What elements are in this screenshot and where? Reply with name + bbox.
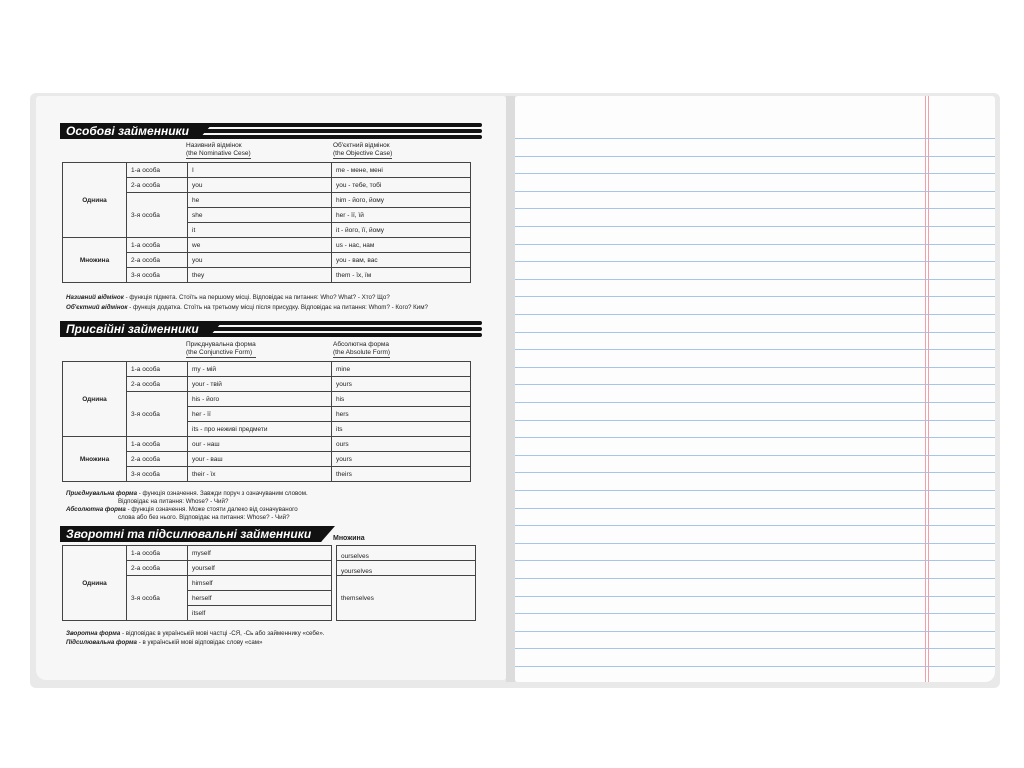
ruled-line bbox=[515, 138, 995, 139]
ruled-line bbox=[515, 508, 995, 509]
ruled-line bbox=[515, 437, 995, 438]
section-title: Зворотні та підсилювальні займенники bbox=[60, 526, 321, 542]
ruled-line bbox=[515, 455, 995, 456]
table-row: 3-я особа he him - його, йому bbox=[63, 193, 471, 208]
table-row: 3-я особа himself themselves bbox=[63, 576, 476, 591]
ruled-line bbox=[515, 296, 995, 297]
ruled-line bbox=[515, 191, 995, 192]
possessive-pronouns-table bbox=[62, 361, 471, 482]
table-row: 2-а особа yourself yourselves bbox=[63, 561, 476, 576]
table-row: 2-а особа you you - вам, вас bbox=[63, 253, 471, 268]
ruled-line bbox=[515, 349, 995, 350]
ruled-line bbox=[515, 332, 995, 333]
ruled-line bbox=[515, 613, 995, 614]
ruled-line bbox=[515, 384, 995, 385]
section-title: Особові займенники bbox=[60, 123, 199, 139]
column-header-absolute: Абсолютна форма (the Absolute Form) bbox=[333, 341, 391, 356]
table-row: 2-а особа your - твій yours bbox=[63, 377, 471, 392]
section-title: Присвійні займенники bbox=[60, 321, 209, 337]
ruled-line bbox=[515, 525, 995, 526]
ruled-line bbox=[515, 648, 995, 649]
table-row: it it - його, її, йому bbox=[63, 223, 471, 238]
note-absolute-cont: слова або без нього. Відповідає на питання: Whose? - Чий? bbox=[118, 514, 290, 521]
column-header-objective: Об'єктний відмінок (the Objective Case) bbox=[333, 142, 393, 157]
table-row: Однина 1-а особа I me - мене, мені bbox=[63, 163, 471, 178]
ruled-line bbox=[515, 666, 995, 667]
note-reflexive: Зворотна форма - відповідає в українській мові частці -СЯ, -Сь або займеннику «себе». bbox=[66, 630, 325, 637]
margin-line-2 bbox=[928, 96, 929, 682]
table-row: 3-я особа his - його his bbox=[63, 392, 471, 407]
ruled-line bbox=[515, 208, 995, 209]
table-row: itself bbox=[63, 606, 476, 621]
ruled-line bbox=[515, 596, 995, 597]
table-row: Множина 1-а особа we us - нас, нам bbox=[63, 238, 471, 253]
note-emphatic: Підсилювальна форма - в українській мові відповідає слову «сам» bbox=[66, 639, 263, 646]
note-conjunctive: Приєднувальна форма - функція означення. Завжди поруч з означуваним словом. bbox=[66, 490, 308, 497]
column-header-conjunctive: Приєднувальна форма (the Conjunctive Form) bbox=[186, 341, 256, 356]
ruled-line bbox=[515, 472, 995, 473]
table-row: its - про неживі предмети its bbox=[63, 422, 471, 437]
table-row: 3-я особа their - їх theirs bbox=[63, 467, 471, 482]
ruled-line bbox=[515, 314, 995, 315]
ruled-line bbox=[515, 490, 995, 491]
section-header-possessive bbox=[60, 321, 482, 337]
ruled-line bbox=[515, 420, 995, 421]
column-header-nominative: Називний відмінок (the Nominative Cese) bbox=[186, 142, 251, 157]
table-row: she her - її, їй bbox=[63, 208, 471, 223]
table-row: Множина 1-а особа our - наш ours bbox=[63, 437, 471, 452]
section-header-personal bbox=[60, 123, 482, 139]
ruled-line bbox=[515, 226, 995, 227]
table-row: Однина 1-а особа my - мій mine bbox=[63, 362, 471, 377]
notebook-gutter bbox=[506, 96, 515, 682]
note-objective: Об'єктний відмінок - функція додатка. Стоїть на третьому місці після присудку. Відповідає на питання: Whom? - Кого? Ким? bbox=[66, 304, 428, 311]
table-row: Однина 1-а особа myself ourselves bbox=[63, 546, 476, 561]
note-absolute: Абсолютна форма - функція означення. Може стояти далеко від означуваного bbox=[66, 506, 298, 513]
section-header-reflexive bbox=[60, 526, 322, 542]
margin-line bbox=[925, 96, 926, 682]
ruled-line bbox=[515, 578, 995, 579]
ruled-line bbox=[515, 261, 995, 262]
table-row: herself bbox=[63, 591, 476, 606]
ruled-line bbox=[515, 244, 995, 245]
ruled-line bbox=[515, 279, 995, 280]
table-row: 2-а особа you you - тебе, тобі bbox=[63, 178, 471, 193]
ruled-line bbox=[515, 560, 995, 561]
note-nominative: Називний відмінок - функція підмета. Стоїть на першому місці. Відповідає на питання: Who? What? - Хто? Що? bbox=[66, 294, 390, 301]
table-row: 2-а особа your - ваш yours bbox=[63, 452, 471, 467]
table-row: 3-я особа they them - їх, їм bbox=[63, 268, 471, 283]
personal-pronouns-table bbox=[62, 162, 471, 283]
right-page-lined bbox=[515, 96, 995, 682]
ruled-line bbox=[515, 631, 995, 632]
reflexive-pronouns-table bbox=[62, 545, 476, 621]
column-header-plural: Множина bbox=[333, 535, 365, 542]
ruled-line bbox=[515, 173, 995, 174]
ruled-line bbox=[515, 367, 995, 368]
ruled-line bbox=[515, 402, 995, 403]
ruled-line bbox=[515, 543, 995, 544]
table-row: her - її hers bbox=[63, 407, 471, 422]
note-conjunctive-cont: Відповідає на питання: Whose? - Чий? bbox=[118, 498, 229, 505]
ruled-line bbox=[515, 156, 995, 157]
